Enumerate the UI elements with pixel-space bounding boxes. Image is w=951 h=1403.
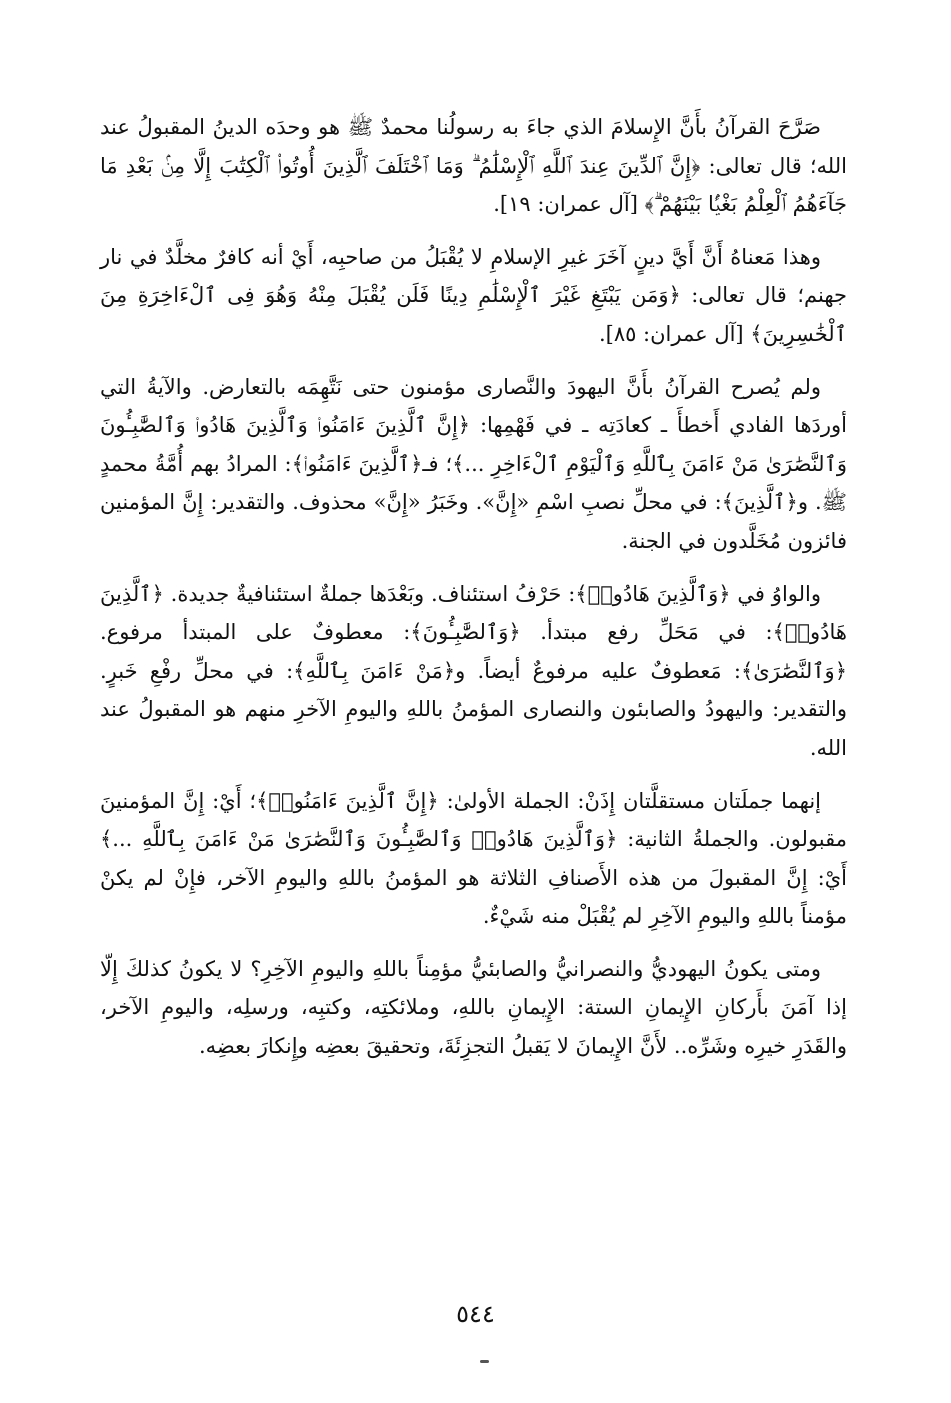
- paragraph-3: ولم يُصرح القرآنُ بأَنَّ اليهودَ والنَّصارى مؤمنون حتى نَتَّهِمَه بالتعارض. والآيةُ التي أوردَها الفادي أَخطأَ ـ كعادَتِه ـ في فَهْمِها: ﴿إِنَّ ٱلَّذِينَ ءَامَنُوا۟ وَٱلَّذِينَ هَادُوا۟ وَٱلصَّٰبِـُٔونَ وَٱلنَّصَٰرَىٰ مَنْ ءَامَنَ بِٱللَّهِ وَٱلْيَوْمِ ٱلْءَاخِرِ ...﴾؛ فـ﴿ٱلَّذِينَ ءَامَنُوا۟﴾: المرادُ بهم أُمَّةُ محمدٍ ﷺ. و﴿ٱلَّذِينَ﴾: في محلِّ نصبِ اسْمِ «إِنَّ». وخَبَرُ «إِنَّ» محذوف. والتقدير: إِنَّ المؤمنين فائزون مُخَلَّدون في الجنة.: [100, 374, 847, 553]
- paragraph-2: وهذا مَعناهُ أَنَّ أَيَّ دينٍ آخَرَ غيرِ الإسلامِ لا يُقْبَلُ من صاحبِه، أَيْ أنه كافرٌ مخلَّدٌ في نار جهنم؛ قال تعالى: ﴿وَمَن يَبْتَغِ غَيْرَ ٱلْإِسْلَٰمِ دِينًا فَلَن يُقْبَلَ مِنْهُ وَهُوَ فِى ٱلْءَاخِرَةِ مِنَ ٱلْخَٰسِرِينَ﴾ [آل عمران: ٨٥].: [100, 244, 847, 346]
- scan-speck-mark: [480, 1360, 489, 1363]
- paragraph-6: ومتى يكونُ اليهوديُّ والنصرانيُّ والصابئيُّ مؤمِناً باللهِ واليومِ الآخِرِ؟ لا يكونُ كذلكَ إِلّا إذا آمَنَ بأَركانِ الإِيمانِ الستة: الإِيمانِ باللهِ، وملائكتِه، وكتبِه، ورسلِه، واليومِ الآخر، والقَدَرِ خيرِه وشَرِّه.. لأَنَّ الإِيمانَ لا يَقبلُ التجزِئَةَ، وتحقيقَ بعضِه وإِنكارَ بعضِه.: [100, 956, 847, 1059]
- page-number: ٥٤٤: [456, 1300, 495, 1328]
- paragraph-5: إنهما جملَتان مستقلَّتان إِذَنْ: الجملة الأولىٰ: ﴿إِنَّ ٱلَّذِينَ ءَامَنُوا۟﴾؛ أَيْ: إِنَّ المؤمنينَ مقبولون. والجملةُ الثانية: ﴿وَٱلَّذِينَ هَادُوا۟ وَٱلصَّٰبِـُٔونَ وَٱلنَّصَٰرَىٰ مَنْ ءَامَنَ بِٱللَّهِ ...﴾ أَيْ: إِنَّ المقبولَ من هذه الأَصنافِ الثلاثة هو المؤمنُ باللهِ واليومِ الآخر، فإِنْ لم يكنْ مؤمناً باللهِ واليومِ الآخِرِ لم يُقْبَلْ منه شَيْءٌ.: [100, 788, 847, 929]
- paragraph-4: والواوُ في ﴿وَٱلَّذِينَ هَادُوا۟﴾: حَرْفُ استئناف. وبَعْدَها جملةٌ استئنافيةٌ جديدة. ﴿ٱلَّذِينَ هَادُوا۟﴾: في مَحَلِّ رفع مبتدأ. ﴿وَٱلصَّٰبِـُٔونَ﴾: معطوفٌ على المبتدأ مرفوع. ﴿وَٱلنَّصَٰرَىٰ﴾: مَعطوفٌ عليه مرفوعٌ أيضاً. و﴿مَنْ ءَامَنَ بِٱللَّهِ﴾: في محلِّ رفْعِ خَبرٍ. والتقدير: واليهودُ والصابئون والنصارى المؤمنُ باللهِ واليومِ الآخرِ منهم هو المقبولُ عند الله.: [100, 581, 847, 760]
- paragraph-1: صَرَّحَ القرآنُ بأَنَّ الإِسلامَ الذي جاءَ به رسولُنا محمدٌ ﷺ هو وحدَه الدينُ المقبولُ عند الله؛ قال تعالى: ﴿إِنَّ ٱلدِّينَ عِندَ ٱللَّهِ ٱلْإِسْلَٰمُ ۗ وَمَا ٱخْتَلَفَ ٱلَّذِينَ أُوتُوا۟ ٱلْكِتَٰبَ إِلَّا مِنۢ بَعْدِ مَا جَآءَهُمُ ٱلْعِلْمُ بَغْيًۢا بَيْنَهُمْ ۗ﴾ [آل عمران: ١٩].: [100, 115, 847, 217]
- page-body: [100, 108, 847, 1080]
